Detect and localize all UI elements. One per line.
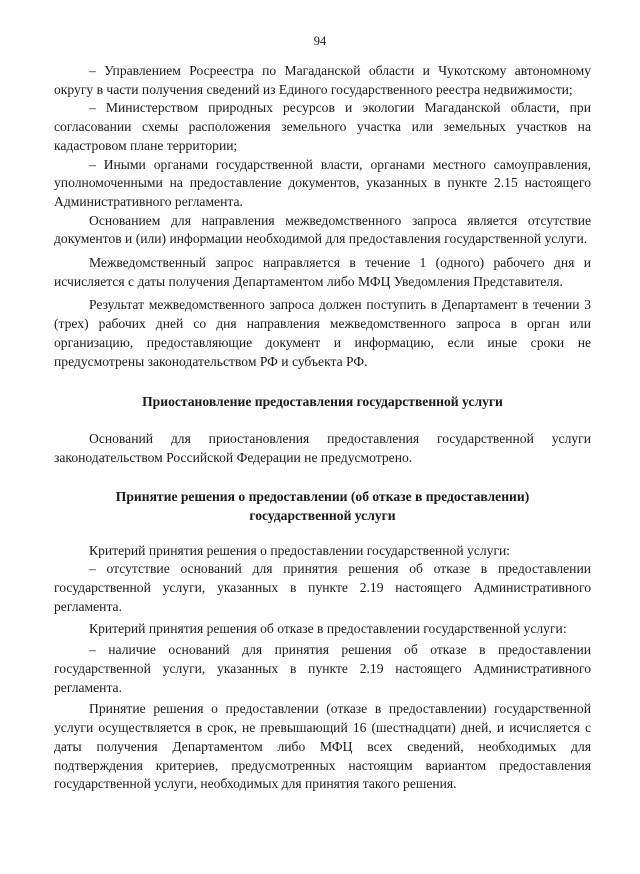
heading-decision-line2: государственной услуги xyxy=(249,508,396,524)
paragraph-rosreestr: – Управлением Росреестра по Магаданской области и Чукотскому автономному округу в части получения сведений из Единого государственного реестра недвижимости; xyxy=(54,63,591,97)
heading-suspension: Приостановление предоставления государственной услуги xyxy=(142,394,503,410)
paragraph-request-timing: Межведомственный запрос направляется в течение 1 (одного) рабочего дня и исчисляется с даты получения Департаментом либо МФЦ Уведомления Представителя. xyxy=(54,255,591,289)
paragraph-decision-term: Принятие решения о предоставлении (отказе в предоставлении) государственной услуги осуществляется в срок, не превышающий 16 (шестнадцати) дней, и исчисляется с даты получения Департаментом либо МФЦ всех сведений, необходимых для подтверждения критериев, предусмотренных настоящим вариантом предоставления государственной услуги, необходимых для принятия такого решения. xyxy=(54,701,591,792)
paragraph-suspension: Оснований для приостановления предоставления государственной услуги законодательством Российской Федерации не предусмотрено. xyxy=(54,430,591,465)
paragraph-criterion-refusal: Критерий принятия решения об отказе в предоставлении государственной услуги: xyxy=(89,620,567,636)
document-body xyxy=(54,62,591,794)
heading-decision xyxy=(54,488,591,525)
paragraph-ministry: – Министерством природных ресурсов и экологии Магаданской области, при согласовании схемы расположения земельного участка или земельных участков на кадастровом плане территории; xyxy=(54,100,591,153)
page-number: 94 xyxy=(313,34,327,48)
paragraph-criterion-refusal-item: – наличие оснований для принятия решения об отказе в предоставлении государственной услуги, указанных в пункте 2.19 настоящего Административного регламента. xyxy=(54,642,591,695)
paragraph-criterion-grant: Критерий принятия решения о предоставлении государственной услуги: xyxy=(89,542,511,558)
paragraph-other-authorities: – Иными органами государственной власти, органами местного самоуправления, уполномоченными на предоставление документов, указанных в пункте 2.15 настоящего Административного регламента. xyxy=(54,156,591,209)
heading-decision-line1: Принятие решения о предоставлении (об отказе в предоставлении) xyxy=(115,489,530,505)
paragraph-criterion-grant-item: – отсутствие оснований для принятия решения об отказе в предоставлении государственной услуги, указанных в пункте 2.19 настоящего Административного регламента. xyxy=(54,561,591,614)
paragraph-request-result: Результат межведомственного запроса должен поступить в Департамент в течении 3 (трех) рабочих дней со дня направления межведомственного запроса в орган или организацию, предоставляющие документ и информацию, если иные сроки не предусмотрены законодательством РФ и субъекта РФ. xyxy=(54,297,591,369)
paragraph-request-basis: Основанием для направления межведомственного запроса является отсутствие документов и (или) информации необходимой для предоставления государственной услуги. xyxy=(54,212,591,247)
